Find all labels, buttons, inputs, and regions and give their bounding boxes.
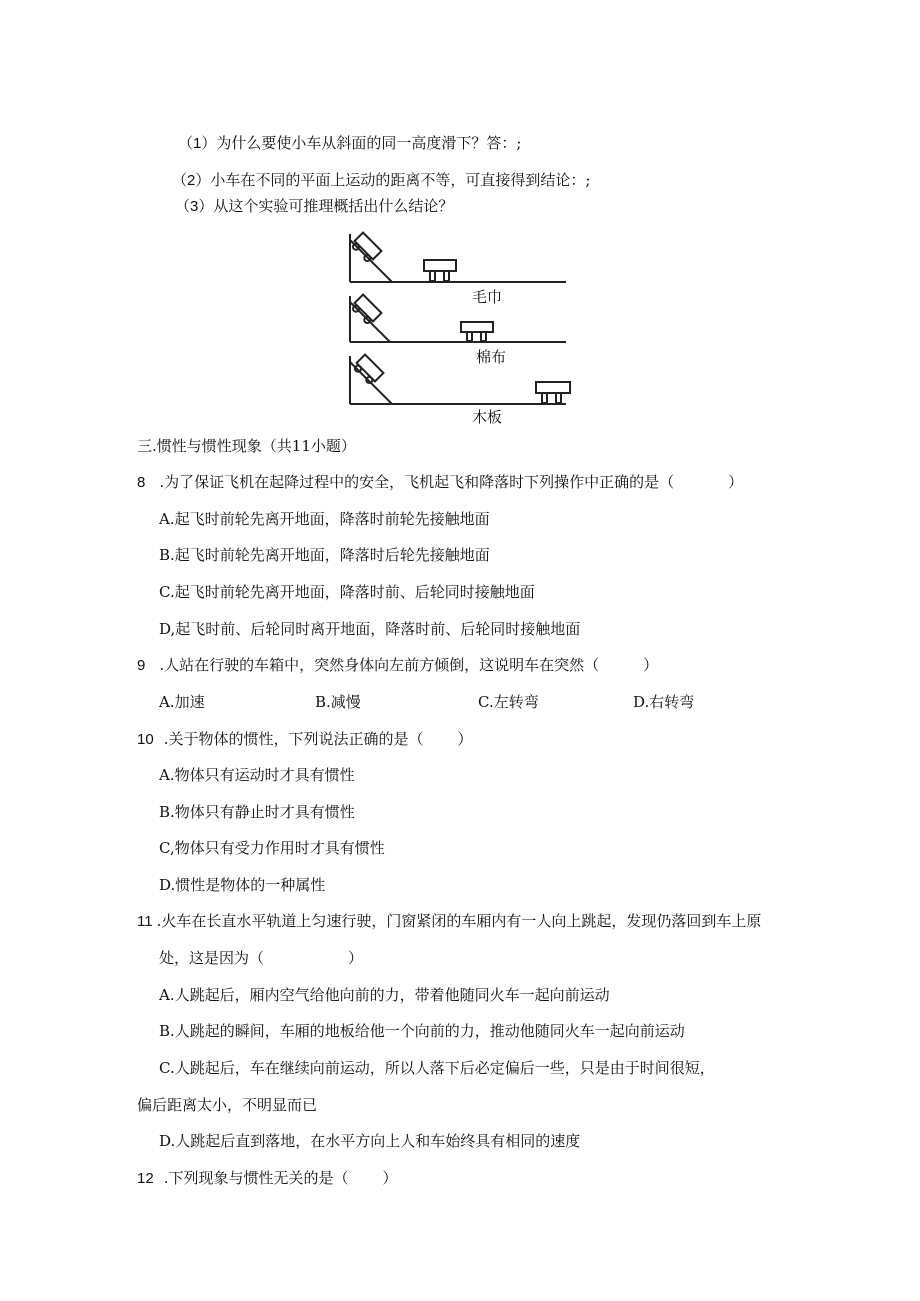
- question-number: 11: [137, 913, 153, 930]
- option-11a: A.人跳起后，厢内空气给他向前的力，带着他随同火车一起向前运动: [159, 986, 610, 1004]
- ramp-row-wood: [350, 355, 570, 404]
- sub-question-number: （1）: [178, 135, 217, 152]
- sub-question-number: （3）: [175, 198, 214, 215]
- option-10d: D.惯性是物体的一种属性: [159, 876, 326, 894]
- sub-question-1: [178, 133, 521, 154]
- option-8b: B.起飞时前轮先离开地面，降落时后轮先接触地面: [159, 546, 490, 564]
- question-close-paren: ）: [728, 473, 744, 491]
- question-close-paren: ）: [382, 1169, 398, 1187]
- question-stem: .火车在长直水平轨道上匀速行驶，门窗紧闭的车厢内有一人向上跳起，发现仍落回到车上原: [156, 912, 762, 930]
- question-10: [137, 729, 472, 750]
- question-stem-continued: 处，这是因为（: [159, 949, 265, 967]
- option-9b: B.减慢: [315, 693, 361, 711]
- option-10b: B.物体只有静止时才具有惯性: [159, 803, 355, 821]
- option-8d: D,起飞时前、后轮同时离开地面，降落时前、后轮同时接触地面: [159, 620, 581, 638]
- sub-question-text: 从这个实验可推理概括出什么结论？: [213, 197, 454, 215]
- option-10a: A.物体只有运动时才具有惯性: [159, 766, 355, 784]
- option-10c: C,物体只有受力作用时才具有惯性: [159, 839, 385, 857]
- question-stem: .为了保证飞机在起降过程中的安全，飞机起飞和降落时下列操作中正确的是（: [159, 473, 675, 491]
- option-8c: C.起飞时前轮先离开地面，降落时前、后轮同时接触地面: [159, 583, 535, 601]
- option-11d: D.人跳起后直到落地，在水平方向上人和车始终具有相同的速度: [159, 1132, 581, 1150]
- option-11b: B.人跳起的瞬间，车厢的地板给他一个向前的力，推动他随同火车一起向前运动: [159, 1022, 685, 1040]
- experiment-figure: [340, 222, 572, 426]
- question-11-continued: [159, 948, 363, 968]
- sub-question-number: （2）: [172, 172, 211, 189]
- question-stem: .关于物体的惯性，下列说法正确的是（: [163, 730, 424, 748]
- question-number: 10: [137, 731, 154, 748]
- question-12: [137, 1168, 397, 1189]
- question-stem: .人站在行驶的车箱中，突然身体向左前方倾倒，这说明车在突然（: [159, 656, 600, 674]
- option-9c: C.左转弯: [478, 693, 539, 711]
- question-number: 9: [137, 657, 146, 674]
- question-close-paren: ）: [457, 730, 473, 748]
- option-11c: C.人跳起后，车在继续向前运动，所以人落下后必定偏后一些，只是由于时间很短，: [159, 1059, 715, 1077]
- question-close-paren: ）: [643, 656, 659, 674]
- option-9d: D.右转弯: [633, 693, 695, 711]
- question-stem: .下列现象与惯性无关的是（: [163, 1169, 349, 1187]
- option-9a: A.加速: [159, 693, 205, 711]
- sub-question-3: [175, 196, 453, 217]
- question-close-paren: ）: [348, 949, 364, 967]
- surface-label-wood: 木板: [472, 408, 503, 426]
- option-11c-continued: 偏后距离太小，不明显而已: [137, 1096, 318, 1114]
- question-number: 8: [137, 474, 146, 491]
- question-11: [137, 911, 761, 932]
- sub-question-text: 为什么要使小车从斜面的同一高度滑下？答：;: [216, 134, 522, 152]
- question-8: [137, 472, 743, 493]
- question-9: [137, 655, 658, 676]
- sub-question-2: [172, 170, 590, 191]
- sub-question-text: 小车在不同的平面上运动的距离不等，可直接得到结论：;: [210, 171, 591, 189]
- option-8a: A.起飞时前轮先离开地面，降落时前轮先接触地面: [159, 510, 490, 528]
- ramp-row-cotton: [350, 295, 566, 342]
- surface-label-cotton: 棉布: [476, 348, 507, 366]
- section-heading: 三.惯性与惯性现象（共11小题）: [137, 437, 356, 455]
- surface-label-towel: 毛巾: [472, 288, 503, 306]
- question-number: 12: [137, 1170, 154, 1187]
- ramp-row-towel: [350, 233, 566, 282]
